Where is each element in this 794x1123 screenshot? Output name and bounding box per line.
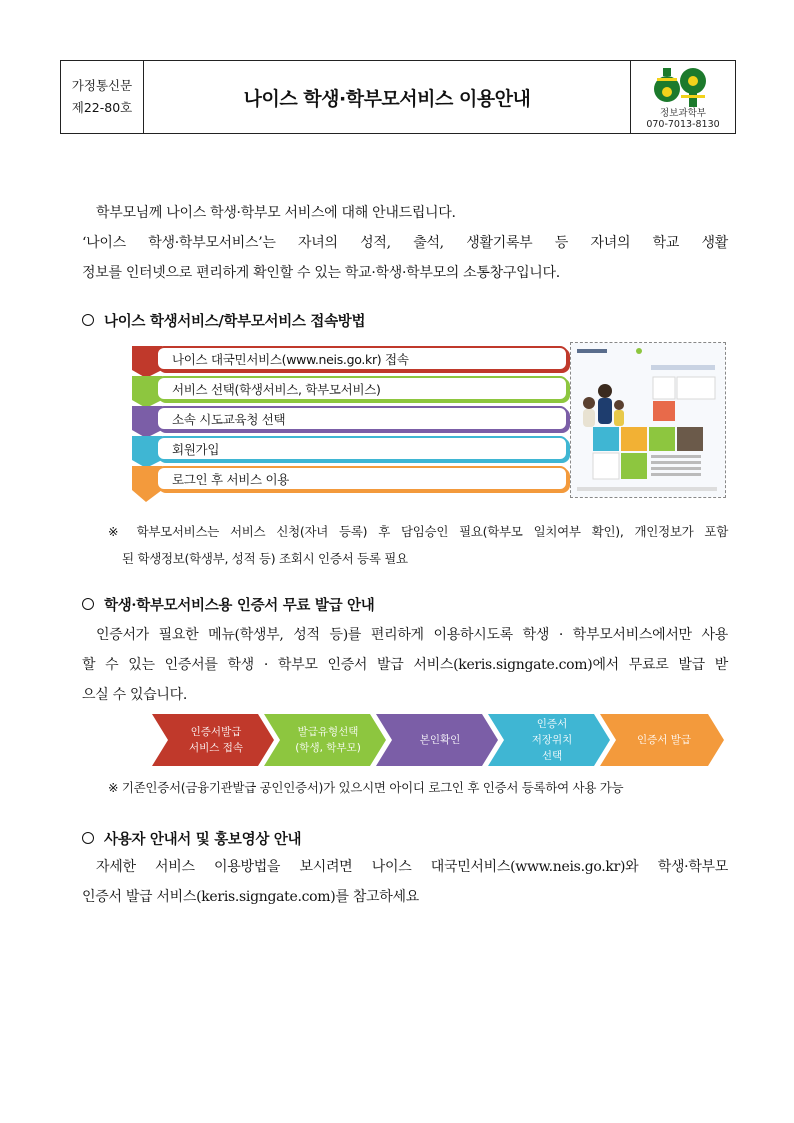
dept-phone: 070-7013-8130: [646, 119, 720, 130]
section1-heading: 나이스 학생서비스/학부모서비스 접속방법: [82, 310, 365, 331]
flow-step-1-label: 인증서발급 서비스 접속: [188, 726, 244, 754]
page-title: 나이스 학생·학부모서비스 이용안내: [243, 87, 531, 110]
step-5: [156, 466, 568, 491]
cert-flow: [152, 714, 724, 766]
flow-step-2-label: 발급유형선택 (학생, 학부모): [295, 726, 361, 754]
step-2-label: 서비스 선택(학생서비스, 학부모서비스): [172, 382, 381, 397]
step-3: [156, 406, 568, 431]
section2-note-text: 기존인증서(금융기관발급 공인인증서)가 있으시면 아이디 로그인 후 인증서 등록하여 사용 가능: [121, 780, 624, 795]
doc-info-box: [61, 61, 144, 133]
section2-line-3: 으실 수 있습니다.: [82, 687, 188, 703]
section2-heading: 학생·학부모서비스용 인증서 무료 발급 안내: [82, 594, 374, 615]
circle-bullet-icon: [82, 314, 94, 326]
section3-line-1: 자세한 서비스 이용방법을 보시려면 나이스 대국민서비스(www.neis.go.kr)와 학생·학부모: [96, 859, 728, 875]
section2-note: ※ 기존인증서(금융기관발급 공인인증서)가 있으시면 아이디 로그인 후 인증서 등록하여 사용 가능: [108, 780, 624, 795]
flow-step-5-label: 인증서 발급: [636, 734, 692, 746]
access-steps: [132, 342, 570, 502]
intro-line-3: 정보를 인터넷으로 편리하게 확인할 수 있는 학교·학생·학부모의 소통창구입니다.: [82, 265, 560, 281]
flow-step-4-label: 인증서 저장위치 선택: [531, 718, 573, 762]
step-3-label: 소속 시도교육청 선택: [172, 412, 286, 427]
section1-note-line-2: 된 학생정보(학생부, 성적 등) 조회시 인증서 등록 필요: [122, 551, 408, 566]
neis-site-screenshot: [570, 342, 726, 498]
step-4: [156, 436, 568, 461]
section1-note: ※ 학부모서비스는 서비스 신청(자녀 등록) 후 담임승인 필요(학부모 일치여부 확인), 개인정보가 포함 된 학생정보(학생부, 성적 등) 조회시 인증서 등록 필요: [108, 518, 728, 572]
dept-name: 정보과학부: [660, 108, 706, 119]
circle-bullet-icon: [82, 832, 94, 844]
step-1-label: 나이스 대국민서비스(www.neis.go.kr) 접속: [172, 352, 409, 367]
intro-line-2: ‘나이스 학생·학부모서비스’는 자녀의 성적, 출석, 생활기록부 등 자녀의 학교 생활: [82, 235, 728, 251]
intro-line-1: 학부모님께 나이스 학생·학부모 서비스에 대해 안내드립니다.: [96, 205, 456, 221]
section2-line-1: 인증서가 필요한 메뉴(학생부, 성적 등)를 편리하게 이용하시도록 학생 · 학부모서비스에서만 사용: [96, 627, 728, 643]
circle-bullet-icon: [82, 598, 94, 610]
school-logo-icon: [653, 65, 711, 109]
flow-step-3-label: 본인확인: [419, 734, 461, 746]
step-4-label: 회원가입: [172, 442, 220, 457]
dept-box: [630, 61, 735, 133]
section3-heading: 사용자 안내서 및 홍보영상 안내: [82, 828, 301, 849]
letter-header: [60, 60, 736, 134]
step-2: [156, 376, 568, 401]
doc-type: 가정통신문: [71, 78, 133, 93]
section2-line-2: 할 수 있는 인증서를 학생 · 학부모 인증서 발급 서비스(keris.signgate.com)에서 무료로 발급 받: [82, 657, 728, 673]
step-5-label: 로그인 후 서비스 이용: [172, 472, 289, 487]
section3-line-2: 인증서 발급 서비스(keris.signgate.com)를 참고하세요: [82, 889, 419, 905]
step-1: [156, 346, 568, 371]
section1-note-line-1: 학부모서비스는 서비스 신청(자녀 등록) 후 담임승인 필요(학부모 일치여부 확인), 개인정보가 포함: [136, 524, 728, 539]
doc-number: 제22-80호: [71, 100, 133, 115]
